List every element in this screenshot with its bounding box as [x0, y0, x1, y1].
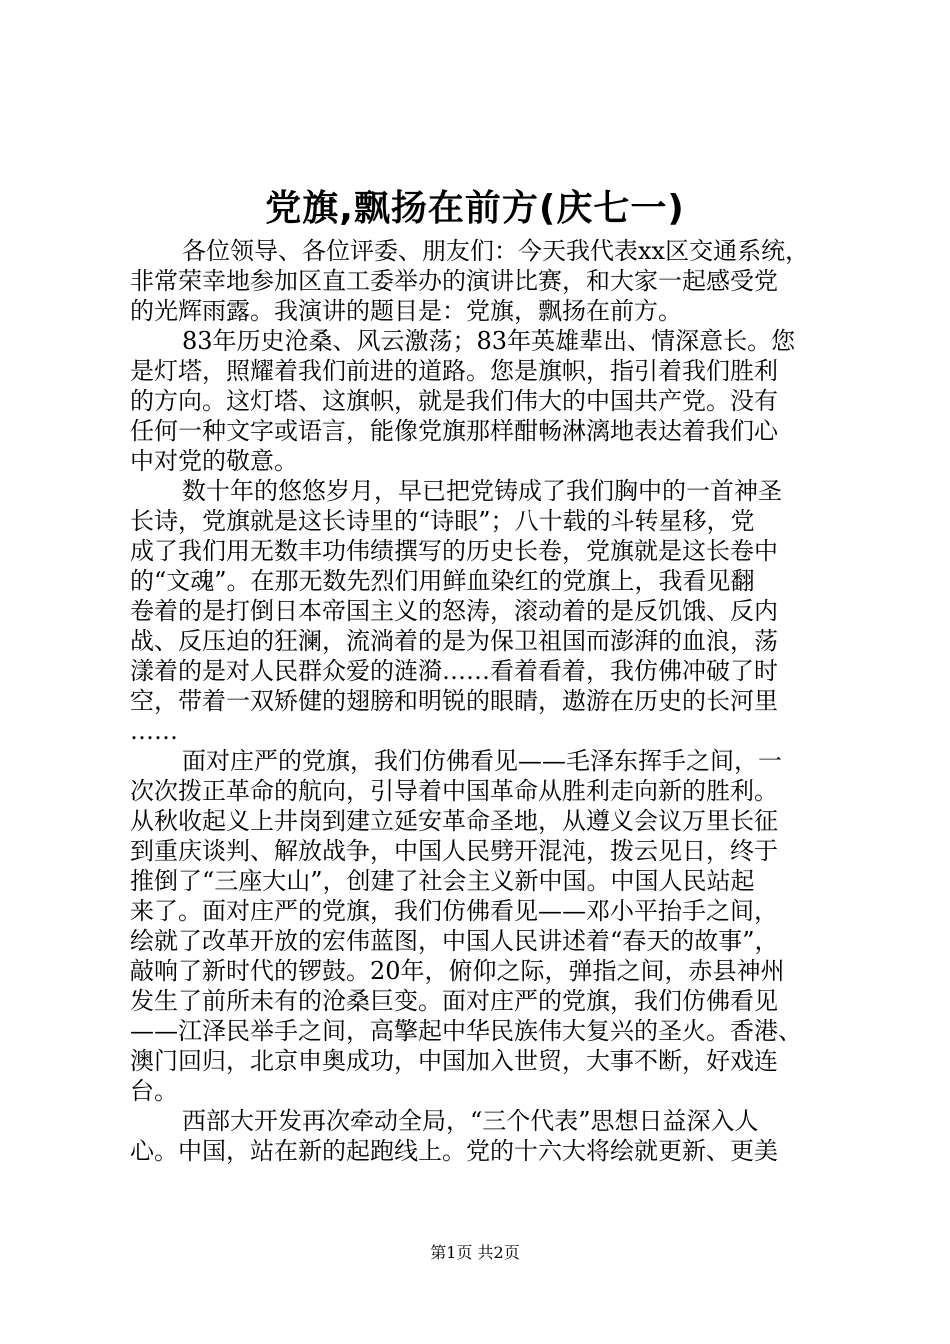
- paragraph: [130, 1106, 856, 1166]
- text-line: ——江泽民举手之间，高擎起中华民族伟大复兴的圣火。香港、: [130, 1017, 802, 1045]
- text-line: 次次拨正革命的航向，引导着中国革命从胜利走向新的胜利。: [130, 777, 778, 805]
- text-line: 澳门回归，北京申奥成功，中国加入世贸，大事不断，好戏连: [130, 1047, 778, 1075]
- text-line: 各位领导、各位评委、朋友们：今天我代表xx区交通系统，: [182, 237, 810, 265]
- text-line: 是灯塔，照耀着我们前进的道路。您是旗帜，指引着我们胜利: [130, 357, 778, 385]
- document-title: 党旗,飘扬在前方(庆七一): [265, 188, 685, 229]
- document-body: [130, 236, 856, 1166]
- text-line: 敲响了新时代的锣鼓。20年，俯仰之际，弹指之间，赤县神州: [130, 957, 785, 985]
- text-line: 卷着的是打倒日本帝国主义的怒涛，滚动着的是反饥饿、反内: [130, 597, 778, 625]
- text-line: 推倒了“三座大山”，创建了社会主义新中国。中国人民站起: [130, 867, 755, 895]
- paragraph: [130, 236, 856, 326]
- text-line: 非常荣幸地参加区直工委举办的演讲比赛，和大家一起感受党: [130, 267, 778, 295]
- text-line: ……: [130, 717, 178, 745]
- text-line: 中对党的敬意。: [130, 447, 298, 475]
- text-line: 战、反压迫的狂澜，流淌着的是为保卫祖国而澎湃的血浪，荡: [130, 627, 778, 655]
- text-line: 面对庄严的党旗，我们仿佛看见——毛泽东挥手之间，一: [182, 747, 782, 775]
- text-line: 从秋收起义上井岗到建立延安革命圣地，从遵义会议万里长征: [130, 807, 778, 835]
- text-line: 成了我们用无数丰功伟绩撰写的历史长卷，党旗就是这长卷中: [130, 537, 778, 565]
- text-line: 83年历史沧桑、风云激荡；83年英雄辈出、情深意长。您: [182, 327, 796, 355]
- page-indicator: 第1页 共2页: [430, 1243, 520, 1262]
- text-line: 到重庆谈判、解放战争，中国人民劈开混沌，拨云见日，终于: [130, 837, 778, 865]
- text-line: 长诗，党旗就是这长诗里的“诗眼”；八十载的斗转星移，党: [130, 507, 755, 535]
- text-line: 台。: [130, 1077, 178, 1105]
- text-line: 发生了前所未有的沧桑巨变。面对庄严的党旗，我们仿佛看见: [130, 987, 778, 1015]
- paragraph: [130, 746, 856, 1106]
- text-line: 的方向。这灯塔、这旗帜，就是我们伟大的中国共产党。没有: [130, 387, 778, 415]
- text-line: 的“文魂”。在那无数先烈们用鲜血染红的党旗上，我看见翻: [130, 567, 755, 595]
- text-line: 心。中国，站在新的起跑线上。党的十六大将绘就更新、更美: [130, 1137, 778, 1165]
- text-line: 来了。面对庄严的党旗，我们仿佛看见——邓小平抬手之间，: [130, 897, 778, 925]
- text-line: 任何一种文字或语言，能像党旗那样酣畅淋漓地表达着我们心: [130, 417, 778, 445]
- text-line: 的光辉雨露。我演讲的题目是：党旗，飘扬在前方。: [130, 297, 682, 325]
- text-line: 绘就了改革开放的宏伟蓝图，中国人民讲述着“春天的故事”，: [130, 927, 779, 955]
- page-footer: [0, 1242, 950, 1264]
- paragraph: [130, 476, 856, 746]
- text-line: 数十年的悠悠岁月，早已把党铸成了我们胸中的一首神圣: [182, 477, 782, 505]
- text-line: 空，带着一双矫健的翅膀和明锐的眼睛，遨游在历史的长河里: [130, 687, 778, 715]
- text-line: 西部大开发再次牵动全局，“三个代表”思想日益深入人: [182, 1107, 759, 1135]
- paragraph: [130, 326, 856, 476]
- text-line: 漾着的是对人民群众爱的涟漪……看着看着，我仿佛冲破了时: [130, 657, 778, 685]
